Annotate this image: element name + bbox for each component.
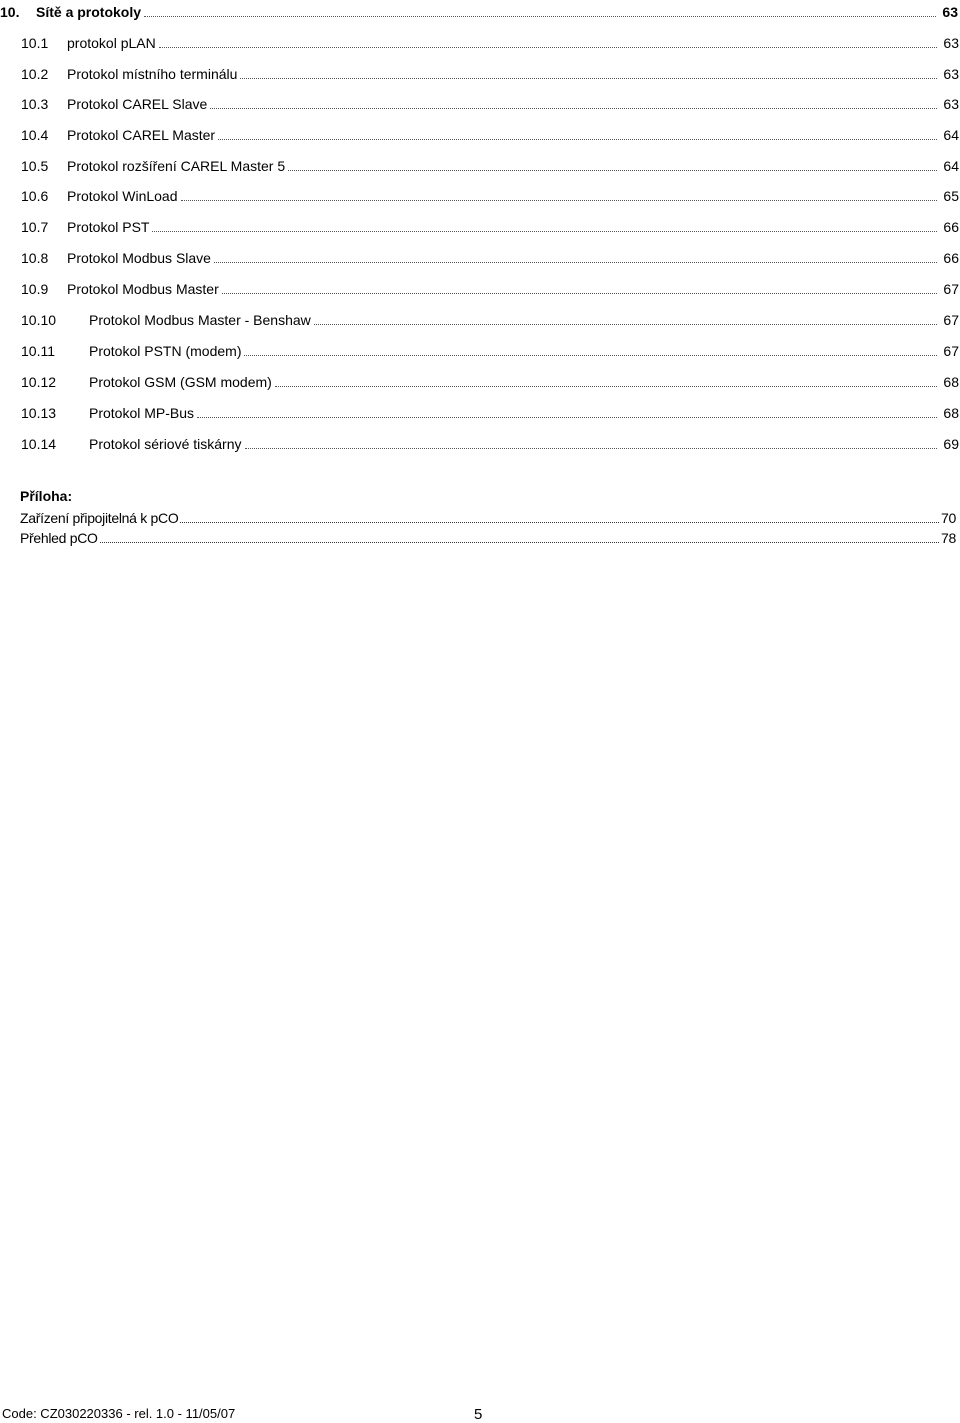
toc-item-page: 63 — [943, 96, 959, 112]
dot-leader — [288, 169, 937, 171]
toc-item-title: Protokol GSM (GSM modem) — [89, 374, 272, 390]
footer-page-number: 5 — [474, 1406, 483, 1423]
toc-item-page: 66 — [943, 250, 959, 266]
toc-item-number: 10.5 — [21, 158, 49, 174]
footer-document-code: Code: CZ030220336 - rel. 1.0 - 11/05/07 — [2, 1406, 236, 1421]
toc-item-10-7[interactable] — [21, 215, 959, 235]
toc-item-number: 10.7 — [21, 219, 49, 235]
toc-item-number: 10.2 — [21, 66, 49, 82]
toc-item-page: 66 — [943, 219, 959, 235]
appendix-item-title: Přehled pCO — [20, 530, 98, 546]
toc-item-page: 68 — [943, 405, 959, 421]
toc-item-title: Protokol CAREL Slave — [67, 96, 208, 112]
toc-item-number: 10.9 — [21, 281, 49, 297]
toc-item-10-3[interactable] — [21, 92, 959, 112]
toc-item-title: Protokol rozšíření CAREL Master 5 — [67, 158, 286, 174]
toc-item-10-8[interactable] — [21, 246, 959, 266]
appendix-item-title: Zařízení připojitelná k pCO — [20, 510, 179, 526]
dot-leader — [181, 199, 937, 201]
toc-item-title: Protokol WinLoad — [67, 188, 178, 204]
toc-item-title: Protokol CAREL Master — [67, 127, 216, 143]
dot-leader — [222, 292, 937, 294]
appendix-item-overview[interactable] — [20, 528, 956, 546]
toc-item-number: 10.12 — [21, 374, 57, 390]
toc-item-number: 10.1 — [21, 35, 49, 51]
toc-item-title: Protokol MP-Bus — [89, 405, 195, 421]
toc-item-number: 10.4 — [21, 127, 49, 143]
appendix-item-page: 78 — [941, 530, 956, 546]
toc-item-10-13[interactable] — [21, 401, 959, 421]
toc-item-title: Protokol PST — [67, 219, 150, 235]
dot-leader — [218, 138, 937, 140]
toc-item-page: 63 — [943, 66, 959, 82]
appendix-item-devices[interactable] — [20, 508, 956, 526]
toc-item-10-1[interactable] — [21, 31, 959, 51]
toc-chapter-10[interactable] — [0, 0, 958, 20]
toc-item-number: 10.13 — [21, 405, 57, 421]
toc-item-title: Protokol PSTN (modem) — [89, 343, 242, 359]
toc-item-10-14[interactable] — [21, 432, 959, 452]
toc-item-title: protokol pLAN — [67, 35, 156, 51]
toc-item-title: Protokol Modbus Master - Benshaw — [89, 312, 311, 328]
dot-leader — [244, 354, 937, 356]
toc-item-number: 10.3 — [21, 96, 49, 112]
toc-chapter-title: Sítě a protokoly — [36, 4, 142, 20]
toc-item-10-6[interactable] — [21, 184, 959, 204]
toc-item-10-12[interactable] — [21, 370, 959, 390]
toc-item-page: 63 — [943, 35, 959, 51]
toc-chapter-page: 63 — [942, 4, 958, 20]
dot-leader — [100, 542, 939, 543]
dot-leader — [210, 107, 937, 109]
toc-item-number: 10.14 — [21, 436, 57, 452]
toc-item-title: Protokol místního terminálu — [67, 66, 238, 82]
toc-item-title: Protokol sériové tiskárny — [89, 436, 242, 452]
dot-leader — [197, 416, 937, 418]
toc-item-page: 67 — [943, 281, 959, 297]
toc-item-page: 65 — [943, 188, 959, 204]
dot-leader — [159, 46, 937, 48]
toc-item-10-11[interactable] — [21, 339, 959, 359]
toc-item-page: 67 — [943, 343, 959, 359]
dot-leader — [245, 447, 937, 449]
toc-item-number: 10.8 — [21, 250, 49, 266]
toc-item-page: 64 — [943, 127, 959, 143]
toc-chapter-number: 10. — [0, 4, 20, 20]
dot-leader — [144, 15, 936, 17]
toc-item-page: 64 — [943, 158, 959, 174]
appendix-item-page: 70 — [941, 510, 956, 526]
appendix-heading: Příloha: — [20, 488, 73, 504]
toc-item-10-9[interactable] — [21, 277, 959, 297]
toc-item-number: 10.6 — [21, 188, 49, 204]
dot-leader — [314, 323, 937, 325]
toc-item-page: 69 — [943, 436, 959, 452]
toc-item-page: 67 — [943, 312, 959, 328]
dot-leader — [275, 385, 937, 387]
toc-item-title: Protokol Modbus Slave — [67, 250, 211, 266]
dot-leader — [240, 77, 937, 79]
toc-item-10-4[interactable] — [21, 123, 959, 143]
toc-item-number: 10.11 — [21, 343, 55, 359]
dot-leader — [180, 522, 939, 523]
dot-leader — [214, 261, 937, 263]
toc-item-title: Protokol Modbus Master — [67, 281, 219, 297]
dot-leader — [152, 230, 937, 232]
toc-item-10-10[interactable] — [21, 308, 959, 328]
toc-item-10-2[interactable] — [21, 62, 959, 82]
toc-item-number: 10.10 — [21, 312, 57, 328]
toc-item-page: 68 — [943, 374, 959, 390]
toc-item-10-5[interactable] — [21, 154, 959, 174]
